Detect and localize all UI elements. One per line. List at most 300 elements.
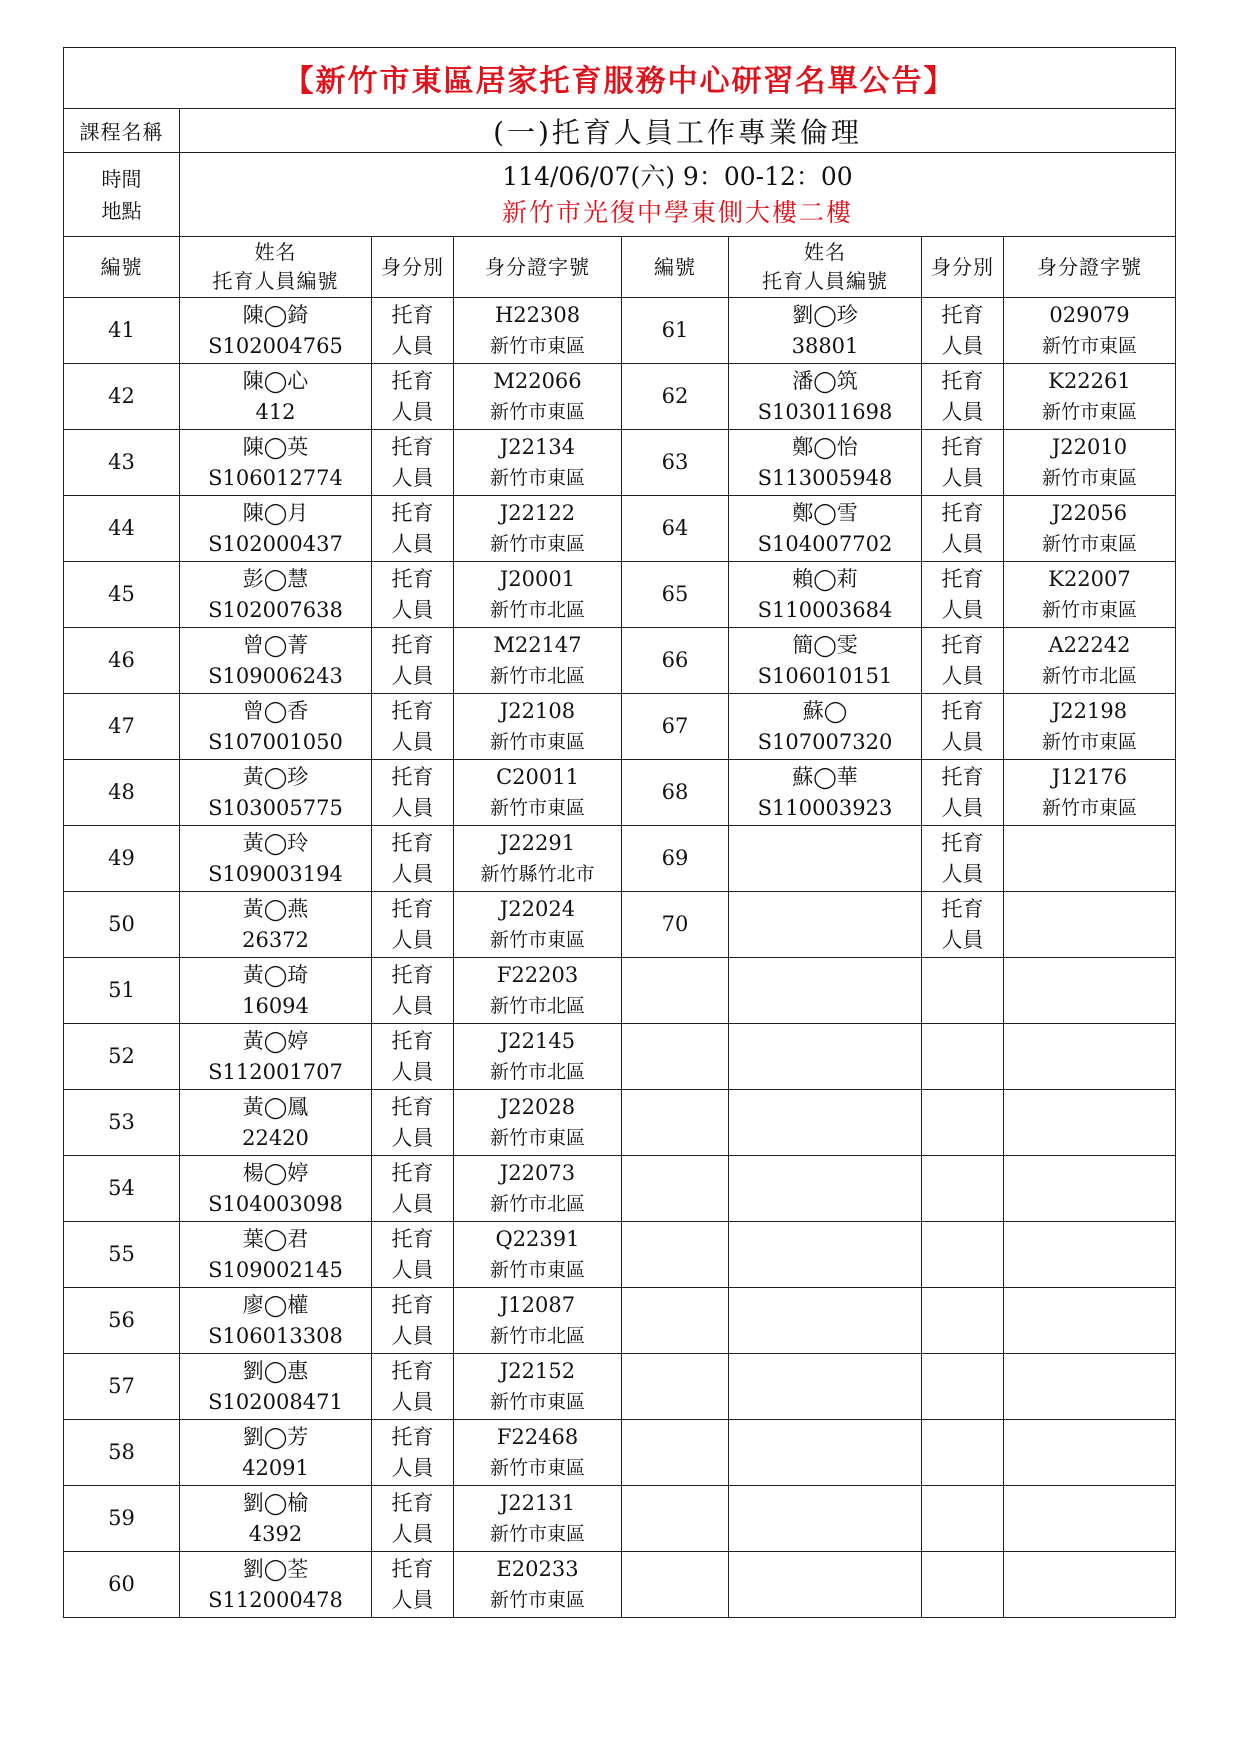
id-number: F22468 bbox=[496, 1424, 579, 1449]
identity-line-1: 托育 bbox=[391, 962, 434, 987]
cell-name-code bbox=[729, 892, 922, 958]
staff-code: S107007320 bbox=[757, 729, 893, 754]
person-name: 潘◯筑 bbox=[792, 368, 858, 393]
cell-name-code bbox=[180, 1156, 372, 1222]
cell-no bbox=[622, 958, 729, 1024]
header-id-number: 身分證字號 bbox=[454, 237, 622, 298]
id-number: 029079 bbox=[1049, 302, 1130, 327]
cell-id-number bbox=[1004, 760, 1176, 826]
identity-line-1: 托育 bbox=[941, 500, 984, 525]
identity-line-2: 人員 bbox=[941, 663, 984, 688]
staff-code: S103011698 bbox=[757, 399, 893, 424]
cell-no: 57 bbox=[64, 1354, 180, 1420]
table-row bbox=[64, 298, 1176, 364]
staff-code: 38801 bbox=[791, 333, 859, 358]
cell-identity bbox=[922, 1156, 1004, 1222]
id-number: K22261 bbox=[1048, 368, 1131, 393]
cell-id-number bbox=[1004, 430, 1176, 496]
id-number: M22147 bbox=[493, 632, 582, 657]
identity-line-2: 人員 bbox=[391, 531, 434, 556]
identity-line-1: 托育 bbox=[941, 830, 984, 855]
id-number: J22024 bbox=[499, 896, 576, 921]
district: 新竹市北區 bbox=[489, 1324, 585, 1347]
cell-no: 43 bbox=[64, 430, 180, 496]
person-name: 蘇◯華 bbox=[792, 764, 858, 789]
cell-identity bbox=[922, 1222, 1004, 1288]
staff-code: 26372 bbox=[242, 927, 309, 952]
table-row bbox=[64, 1156, 1176, 1222]
cell-identity bbox=[372, 562, 454, 628]
cell-identity bbox=[372, 1024, 454, 1090]
table-row bbox=[64, 1420, 1176, 1486]
identity-line-1: 托育 bbox=[391, 632, 434, 657]
cell-identity bbox=[372, 1222, 454, 1288]
cell-id-number bbox=[1004, 496, 1176, 562]
district: 新竹市東區 bbox=[489, 730, 585, 753]
cell-identity bbox=[922, 1420, 1004, 1486]
table-row bbox=[64, 892, 1176, 958]
cell-id-number bbox=[1004, 826, 1176, 892]
person-name: 曾◯菁 bbox=[242, 632, 309, 657]
id-number: F22203 bbox=[496, 962, 579, 987]
cell-no: 41 bbox=[64, 298, 180, 364]
cell-id-number bbox=[454, 1354, 622, 1420]
cell-identity bbox=[372, 430, 454, 496]
cell-name-code bbox=[180, 1288, 372, 1354]
identity-line-1: 托育 bbox=[941, 566, 984, 591]
cell-id-number bbox=[454, 628, 622, 694]
cell-no: 64 bbox=[622, 496, 729, 562]
cell-id-number bbox=[454, 1486, 622, 1552]
district: 新竹市北區 bbox=[489, 1060, 585, 1083]
cell-identity bbox=[372, 1420, 454, 1486]
cell-identity bbox=[372, 298, 454, 364]
cell-id-number bbox=[454, 1222, 622, 1288]
cell-name-code bbox=[180, 694, 372, 760]
identity-line-1: 托育 bbox=[391, 434, 434, 459]
header-staff-id-label: 托育人員編號 bbox=[212, 269, 339, 293]
table-row bbox=[64, 430, 1176, 496]
district: 新竹市東區 bbox=[489, 1588, 585, 1611]
identity-line-1: 托育 bbox=[391, 1094, 434, 1119]
roster-table bbox=[63, 47, 1176, 1618]
staff-code: 16094 bbox=[242, 993, 309, 1018]
cell-name-code bbox=[729, 1090, 922, 1156]
cell-no: 49 bbox=[64, 826, 180, 892]
staff-code: S106010151 bbox=[757, 663, 893, 688]
district: 新竹市北區 bbox=[489, 1192, 585, 1215]
identity-line-2: 人員 bbox=[391, 663, 434, 688]
identity-line-1: 托育 bbox=[941, 698, 984, 723]
id-number: J22010 bbox=[1051, 434, 1128, 459]
cell-identity bbox=[922, 892, 1004, 958]
cell-id-number bbox=[1004, 1420, 1176, 1486]
cell-identity bbox=[372, 892, 454, 958]
cell-identity bbox=[372, 364, 454, 430]
table-row bbox=[64, 958, 1176, 1024]
cell-no: 54 bbox=[64, 1156, 180, 1222]
identity-line-2: 人員 bbox=[391, 465, 434, 490]
identity-line-2: 人員 bbox=[391, 1323, 434, 1348]
cell-no: 66 bbox=[622, 628, 729, 694]
identity-line-2: 人員 bbox=[941, 465, 984, 490]
cell-no: 68 bbox=[622, 760, 729, 826]
cell-identity bbox=[372, 694, 454, 760]
cell-name-code bbox=[180, 1024, 372, 1090]
cell-id-number bbox=[454, 364, 622, 430]
staff-code: S102007638 bbox=[208, 597, 343, 622]
cell-identity bbox=[922, 562, 1004, 628]
cell-name-code bbox=[729, 1486, 922, 1552]
district: 新竹市東區 bbox=[1041, 400, 1137, 423]
identity-line-1: 托育 bbox=[391, 1292, 434, 1317]
header-no: 編號 bbox=[622, 237, 729, 298]
table-row bbox=[64, 1288, 1176, 1354]
cell-id-number bbox=[454, 430, 622, 496]
cell-identity bbox=[922, 1354, 1004, 1420]
course-label: 課程名稱 bbox=[64, 109, 180, 153]
person-name: 鄭◯雪 bbox=[792, 500, 858, 525]
person-name: 曾◯香 bbox=[242, 698, 309, 723]
table-row bbox=[64, 364, 1176, 430]
staff-code: S110003923 bbox=[757, 795, 893, 820]
cell-name-code bbox=[729, 562, 922, 628]
identity-line-2: 人員 bbox=[941, 531, 984, 556]
cell-id-number bbox=[454, 1090, 622, 1156]
person-name: 陳◯心 bbox=[242, 368, 309, 393]
person-name: 劉◯珍 bbox=[792, 302, 858, 327]
district: 新竹市東區 bbox=[1041, 466, 1137, 489]
cell-name-code bbox=[729, 760, 922, 826]
id-number: J22152 bbox=[499, 1358, 576, 1383]
district: 新竹市東區 bbox=[489, 928, 585, 951]
table-row bbox=[64, 826, 1176, 892]
cell-name-code bbox=[180, 760, 372, 826]
cell-id-number bbox=[454, 298, 622, 364]
header-no: 編號 bbox=[64, 237, 180, 298]
cell-name-code bbox=[180, 364, 372, 430]
id-number: J22108 bbox=[499, 698, 576, 723]
cell-no: 47 bbox=[64, 694, 180, 760]
district: 新竹市東區 bbox=[1041, 532, 1137, 555]
district: 新竹市東區 bbox=[489, 400, 585, 423]
identity-line-2: 人員 bbox=[391, 795, 434, 820]
table-row bbox=[64, 694, 1176, 760]
cell-no: 44 bbox=[64, 496, 180, 562]
identity-line-1: 托育 bbox=[391, 500, 434, 525]
identity-line-1: 托育 bbox=[941, 302, 984, 327]
district: 新竹市北區 bbox=[1041, 664, 1137, 687]
staff-code: S104003098 bbox=[208, 1191, 343, 1216]
id-number: K22007 bbox=[1048, 566, 1131, 591]
district: 新竹市東區 bbox=[489, 1456, 585, 1479]
header-name-label: 姓名 bbox=[804, 240, 846, 264]
cell-name-code bbox=[180, 892, 372, 958]
id-number: J12176 bbox=[1051, 764, 1128, 789]
cell-no: 58 bbox=[64, 1420, 180, 1486]
id-number: Q22391 bbox=[495, 1226, 580, 1251]
table-row bbox=[64, 496, 1176, 562]
cell-id-number bbox=[1004, 892, 1176, 958]
cell-no bbox=[622, 1420, 729, 1486]
cell-identity bbox=[922, 628, 1004, 694]
id-number: J22056 bbox=[1051, 500, 1128, 525]
staff-code: S109002145 bbox=[208, 1257, 343, 1282]
cell-name-code bbox=[729, 430, 922, 496]
identity-line-2: 人員 bbox=[941, 927, 984, 952]
district: 新竹市東區 bbox=[1041, 598, 1137, 621]
cell-name-code bbox=[729, 496, 922, 562]
cell-name-code bbox=[180, 1354, 372, 1420]
cell-no bbox=[622, 1354, 729, 1420]
cell-identity bbox=[922, 1288, 1004, 1354]
id-number: C20011 bbox=[496, 764, 579, 789]
identity-line-2: 人員 bbox=[391, 333, 434, 358]
cell-name-code bbox=[180, 298, 372, 364]
cell-identity bbox=[922, 364, 1004, 430]
cell-name-code bbox=[729, 1552, 922, 1618]
cell-identity bbox=[372, 1288, 454, 1354]
cell-identity bbox=[372, 628, 454, 694]
cell-name-code bbox=[180, 1552, 372, 1618]
cell-name-code bbox=[729, 826, 922, 892]
cell-no bbox=[622, 1552, 729, 1618]
table-row bbox=[64, 760, 1176, 826]
id-number: J22134 bbox=[499, 434, 576, 459]
column-header-row bbox=[64, 237, 1176, 298]
district: 新竹市東區 bbox=[489, 1258, 585, 1281]
cell-no: 59 bbox=[64, 1486, 180, 1552]
cell-name-code bbox=[180, 562, 372, 628]
cell-no: 46 bbox=[64, 628, 180, 694]
cell-id-number bbox=[1004, 1486, 1176, 1552]
district: 新竹市東區 bbox=[1041, 796, 1137, 819]
cell-no: 55 bbox=[64, 1222, 180, 1288]
cell-identity bbox=[922, 1090, 1004, 1156]
cell-id-number bbox=[1004, 1222, 1176, 1288]
identity-line-2: 人員 bbox=[391, 1125, 434, 1150]
district: 新竹縣竹北市 bbox=[480, 862, 595, 885]
district: 新竹市東區 bbox=[489, 1522, 585, 1545]
cell-name-code bbox=[180, 1420, 372, 1486]
cell-name-code bbox=[180, 1222, 372, 1288]
cell-name-code bbox=[729, 1156, 922, 1222]
person-name: 廖◯權 bbox=[242, 1292, 309, 1317]
identity-line-2: 人員 bbox=[391, 927, 434, 952]
cell-no: 61 bbox=[622, 298, 729, 364]
cell-identity bbox=[922, 958, 1004, 1024]
id-number: J22028 bbox=[499, 1094, 576, 1119]
district: 新竹市東區 bbox=[489, 334, 585, 357]
staff-code: S112001707 bbox=[208, 1059, 343, 1084]
person-name: 陳◯英 bbox=[242, 434, 309, 459]
staff-code: S106013308 bbox=[208, 1323, 343, 1348]
cell-identity bbox=[922, 826, 1004, 892]
id-number: A22242 bbox=[1048, 632, 1131, 657]
cell-id-number bbox=[1004, 1024, 1176, 1090]
cell-identity bbox=[372, 1354, 454, 1420]
cell-no: 52 bbox=[64, 1024, 180, 1090]
identity-line-1: 托育 bbox=[941, 434, 984, 459]
cell-no bbox=[622, 1486, 729, 1552]
district: 新竹市東區 bbox=[489, 1126, 585, 1149]
table-row bbox=[64, 1090, 1176, 1156]
cell-id-number bbox=[1004, 1288, 1176, 1354]
person-name: 黃◯珍 bbox=[242, 764, 309, 789]
header-name-label: 姓名 bbox=[254, 240, 297, 264]
cell-name-code bbox=[180, 958, 372, 1024]
person-name: 劉◯芳 bbox=[242, 1424, 309, 1449]
person-name: 劉◯榆 bbox=[242, 1490, 309, 1515]
cell-identity bbox=[922, 694, 1004, 760]
cell-name-code bbox=[729, 364, 922, 430]
identity-line-2: 人員 bbox=[941, 861, 984, 886]
staff-code: S110003684 bbox=[757, 597, 893, 622]
identity-line-2: 人員 bbox=[391, 1191, 434, 1216]
staff-code: 4392 bbox=[248, 1521, 303, 1546]
id-number: J22131 bbox=[499, 1490, 576, 1515]
cell-id-number bbox=[1004, 562, 1176, 628]
cell-name-code bbox=[729, 1354, 922, 1420]
cell-id-number bbox=[454, 496, 622, 562]
cell-no bbox=[622, 1090, 729, 1156]
cell-name-code bbox=[180, 826, 372, 892]
id-number: J22073 bbox=[499, 1160, 576, 1185]
cell-no bbox=[622, 1156, 729, 1222]
table-row bbox=[64, 562, 1176, 628]
id-number: J12087 bbox=[499, 1292, 576, 1317]
district: 新竹市東區 bbox=[489, 466, 585, 489]
person-name: 劉◯惠 bbox=[242, 1358, 309, 1383]
cell-no: 51 bbox=[64, 958, 180, 1024]
cell-no: 62 bbox=[622, 364, 729, 430]
table-row bbox=[64, 1354, 1176, 1420]
cell-no: 70 bbox=[622, 892, 729, 958]
cell-identity bbox=[922, 1552, 1004, 1618]
identity-line-1: 托育 bbox=[391, 566, 434, 591]
table-row bbox=[64, 1486, 1176, 1552]
cell-name-code bbox=[180, 1090, 372, 1156]
cell-no: 56 bbox=[64, 1288, 180, 1354]
identity-line-1: 托育 bbox=[941, 632, 984, 657]
time-label: 時間 bbox=[101, 166, 142, 191]
district: 新竹市北區 bbox=[489, 598, 585, 621]
cell-name-code bbox=[729, 1024, 922, 1090]
cell-name-code bbox=[729, 1288, 922, 1354]
staff-code: S112000478 bbox=[208, 1587, 343, 1612]
cell-identity bbox=[372, 760, 454, 826]
time-place-label bbox=[64, 153, 180, 237]
cell-id-number bbox=[1004, 958, 1176, 1024]
cell-id-number bbox=[1004, 628, 1176, 694]
cell-name-code bbox=[180, 430, 372, 496]
cell-name-code bbox=[729, 1420, 922, 1486]
identity-line-1: 托育 bbox=[391, 1028, 434, 1053]
person-name: 劉◯荃 bbox=[242, 1556, 309, 1581]
identity-line-1: 托育 bbox=[941, 368, 984, 393]
staff-code: S107001050 bbox=[208, 729, 343, 754]
id-number: M22066 bbox=[493, 368, 582, 393]
cell-id-number bbox=[454, 760, 622, 826]
header-identity: 身分別 bbox=[372, 237, 454, 298]
cell-no: 65 bbox=[622, 562, 729, 628]
cell-identity bbox=[372, 1090, 454, 1156]
person-name: 葉◯君 bbox=[242, 1226, 309, 1251]
header-identity: 身分別 bbox=[922, 237, 1004, 298]
identity-line-2: 人員 bbox=[941, 597, 984, 622]
staff-code: 412 bbox=[255, 399, 296, 424]
person-name: 黃◯燕 bbox=[242, 896, 309, 921]
person-name: 鄭◯怡 bbox=[792, 434, 858, 459]
page-title: 【新竹市東區居家托育服務中心研習名單公告】 bbox=[64, 48, 1176, 109]
cell-identity bbox=[922, 760, 1004, 826]
id-number: J22145 bbox=[499, 1028, 576, 1053]
identity-line-2: 人員 bbox=[391, 1059, 434, 1084]
cell-id-number bbox=[1004, 1090, 1176, 1156]
cell-name-code bbox=[729, 694, 922, 760]
identity-line-2: 人員 bbox=[391, 1521, 434, 1546]
cell-no: 50 bbox=[64, 892, 180, 958]
district: 新竹市北區 bbox=[489, 994, 585, 1017]
cell-name-code bbox=[180, 628, 372, 694]
identity-line-2: 人員 bbox=[391, 399, 434, 424]
staff-code: S104007702 bbox=[757, 531, 893, 556]
person-name: 蘇◯ bbox=[802, 698, 848, 723]
id-number: J20001 bbox=[499, 566, 576, 591]
person-name: 陳◯月 bbox=[242, 500, 309, 525]
table-row bbox=[64, 1222, 1176, 1288]
staff-code: S109003194 bbox=[208, 861, 343, 886]
id-number: J22122 bbox=[499, 500, 576, 525]
cell-id-number bbox=[1004, 694, 1176, 760]
cell-name-code bbox=[729, 1222, 922, 1288]
identity-line-1: 托育 bbox=[941, 764, 984, 789]
staff-code: 42091 bbox=[242, 1455, 309, 1480]
identity-line-1: 托育 bbox=[391, 764, 434, 789]
identity-line-2: 人員 bbox=[941, 333, 984, 358]
person-name: 黃◯琦 bbox=[242, 962, 309, 987]
cell-identity bbox=[922, 1024, 1004, 1090]
cell-no: 67 bbox=[622, 694, 729, 760]
identity-line-1: 托育 bbox=[391, 698, 434, 723]
person-name: 簡◯雯 bbox=[792, 632, 858, 657]
staff-code: S102004765 bbox=[208, 333, 343, 358]
id-number: E20233 bbox=[496, 1556, 579, 1581]
cell-identity bbox=[372, 1552, 454, 1618]
cell-no: 69 bbox=[622, 826, 729, 892]
person-name: 黃◯婷 bbox=[242, 1028, 309, 1053]
header-name bbox=[180, 237, 372, 298]
staff-code: S109006243 bbox=[208, 663, 343, 688]
header-staff-id-label: 托育人員編號 bbox=[762, 269, 888, 293]
identity-line-1: 托育 bbox=[391, 1160, 434, 1185]
course-name: (一)托育人員工作專業倫理 bbox=[180, 109, 1176, 153]
cell-id-number bbox=[454, 958, 622, 1024]
identity-line-2: 人員 bbox=[391, 1587, 434, 1612]
cell-id-number bbox=[454, 694, 622, 760]
cell-no: 42 bbox=[64, 364, 180, 430]
district: 新竹市東區 bbox=[1041, 334, 1137, 357]
cell-identity bbox=[922, 430, 1004, 496]
header-id-number: 身分證字號 bbox=[1004, 237, 1176, 298]
cell-identity bbox=[372, 1156, 454, 1222]
header-name bbox=[729, 237, 922, 298]
cell-id-number bbox=[454, 826, 622, 892]
cell-no: 48 bbox=[64, 760, 180, 826]
cell-identity bbox=[922, 496, 1004, 562]
district: 新竹市北區 bbox=[489, 664, 585, 687]
cell-name-code bbox=[180, 1486, 372, 1552]
